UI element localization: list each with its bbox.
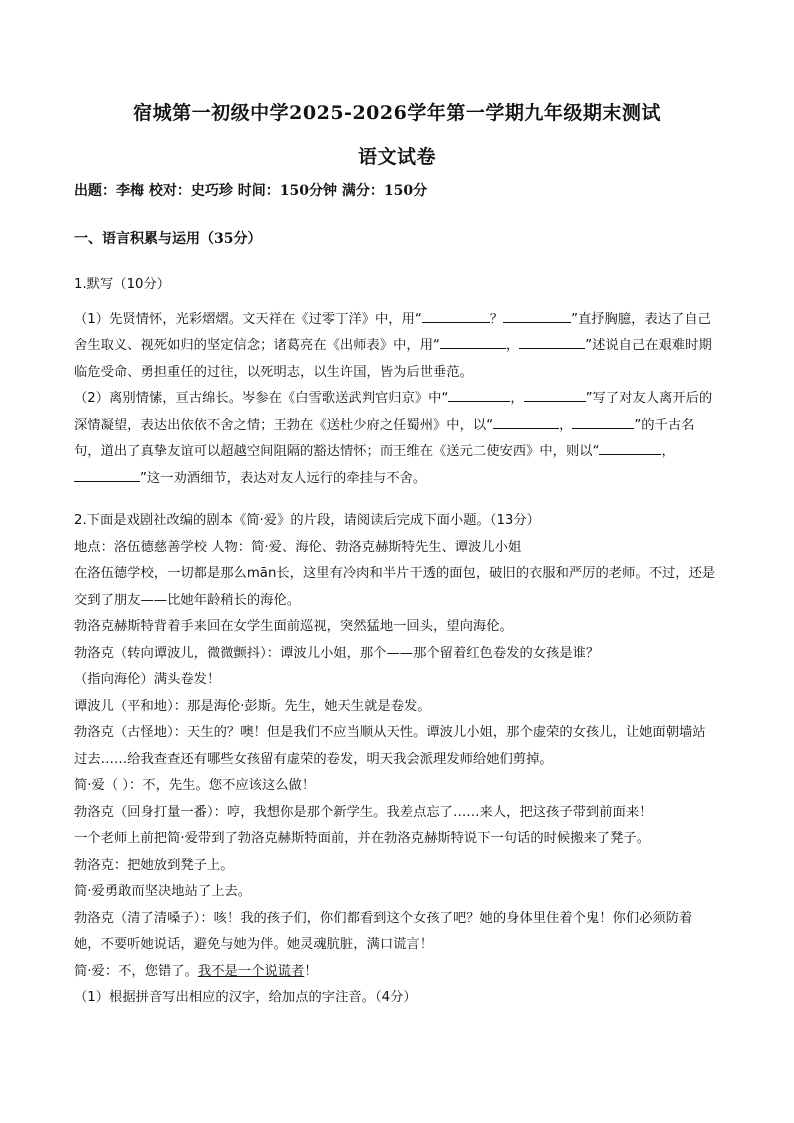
script-line: 地点：洛伍德慈善学校 人物：简·爱、海伦、勃洛克赫斯特先生、谭波儿小姐: [74, 539, 522, 555]
answer-blank[interactable]: [572, 414, 634, 429]
exam-title: 宿城第一初级中学2025-2026学年第一学期九年级期末测试: [133, 102, 661, 124]
question-1-part2: [74, 386, 718, 492]
script-line: 勃洛克（清了清嗓子）：咳！我的孩子们，你们都看到这个女孩了吧？她的身体里住着个鬼！你们必须防着她，不要听她说话，避免与她为伴。她灵魂肮脏，满口谎言！: [74, 910, 693, 952]
script-line: 勃洛克（回身打量一番）：哼，我想你是那个新学生。我差点忘了……来人，把这孩子带到前面来！: [74, 804, 653, 820]
text-span: ！: [304, 963, 318, 979]
text-span: ，: [505, 338, 520, 353]
text-span: （2）离别情愫，亘古绵长。岑参在《白雪歌送武判官归京》中“: [74, 391, 449, 406]
answer-blank[interactable]: [503, 308, 571, 323]
text-span: ，: [661, 444, 675, 459]
text-span: ”述说自己在艰难时期临危受命、勇担重任的过往，以死明志，以生许国，皆为后世垂范。: [74, 338, 712, 380]
script-line: （指向海伦）满头卷发！: [74, 672, 221, 687]
question-2: [74, 508, 718, 1012]
text-span: ”这一劝酒细节，表达对友人远行的牵挂与不舍。: [140, 470, 427, 486]
script-line: 勃洛克赫斯特背着手来回在女学生面前巡视，突然猛地一回头，望向海伦。: [74, 619, 513, 634]
question-1-part1: [74, 307, 718, 387]
sub-question-1: （1）根据拼音写出相应的汉字，给加点的字注音。（4分）: [74, 990, 417, 1005]
text-span: ”的千古名句，道出了真挚友谊可以超越空间阻隔的豁达情怀；而王维在《送元二使安西》中，则以“: [74, 417, 695, 459]
answer-blank[interactable]: [519, 334, 585, 349]
script-line: 勃洛克（转向谭波儿，微微颤抖）：谭波儿小姐，那个——那个留着红色卷发的女孩是谁？: [74, 645, 600, 661]
text-span: ”写了对友人离开后的深情凝望，表达出依依不舍之情；王勃在《送杜少府之任蜀州》中，以“: [74, 391, 713, 433]
answer-blank[interactable]: [524, 387, 586, 402]
script-line: 在洛伍德学校，一切都是那么mān长，这里有冷肉和半片干透的面包，破旧的衣服和严厉的老师。不过，还是交到了朋友——比她年龄稍长的海伦。: [74, 566, 716, 608]
underlined-sentence: 我不是一个说谎者: [197, 963, 305, 979]
exam-meta: 出题：李梅 校对：史巧珍 时间：150分钟 满分：150分: [74, 183, 428, 199]
section-heading: 一、语言积累与运用（35分）: [74, 231, 262, 247]
script-line: 简·爱勇敢而坚决地站了上去。: [74, 884, 252, 899]
script-line: 一个老师上前把简·爱带到了勃洛克赫斯特面前，并在勃洛克赫斯特说下一句话的时候搬来了凳子。: [74, 831, 650, 846]
question-1: [74, 244, 718, 492]
text-span: ，: [510, 391, 524, 406]
answer-blank[interactable]: [422, 308, 490, 323]
text-span: ？: [489, 311, 504, 327]
text-span: ，: [559, 417, 573, 433]
answer-blank[interactable]: [74, 467, 140, 482]
text-span: （1）先贤情怀，光彩熠熠。文天祥在《过零丁洋》中，用“: [74, 311, 422, 327]
answer-blank[interactable]: [599, 440, 661, 455]
question-1-title: 1.默写（10分）: [74, 277, 171, 292]
answer-blank[interactable]: [493, 414, 559, 429]
text-span: ”直抒胸臆，表达了自己舍生取义、视死如归的坚定信念；诸葛亮在《出师表》中，用“: [74, 311, 711, 353]
answer-blank[interactable]: [448, 387, 510, 402]
script-line: 谭波儿（平和地）：那是海伦·彭斯。先生，她天生就是卷发。: [74, 698, 431, 714]
script-line: 简·爱（ ）：不，先生。您不应该这么做！: [74, 778, 316, 793]
question-2-title: 2.下面是戏剧社改编的剧本《简·爱》的片段，请阅读后完成下面小题。（13分）: [74, 513, 540, 528]
script-line-final: [74, 959, 718, 986]
exam-subtitle: 语文试卷: [357, 146, 436, 168]
text-span: 简·爱：不，您错了。: [74, 963, 198, 979]
answer-blank[interactable]: [440, 334, 506, 349]
script-line: 勃洛克（古怪地）：天生的？噢！但是我们不应当顺从天性。谭波儿小姐，那个虚荣的女孩儿，让她面朝墙站过去……给我查查还有哪些女孩留有虚荣的卷发，明天我会派理发师给她们剪掉。: [74, 725, 706, 767]
script-line: 勃洛克：把她放到凳子上。: [74, 857, 234, 873]
